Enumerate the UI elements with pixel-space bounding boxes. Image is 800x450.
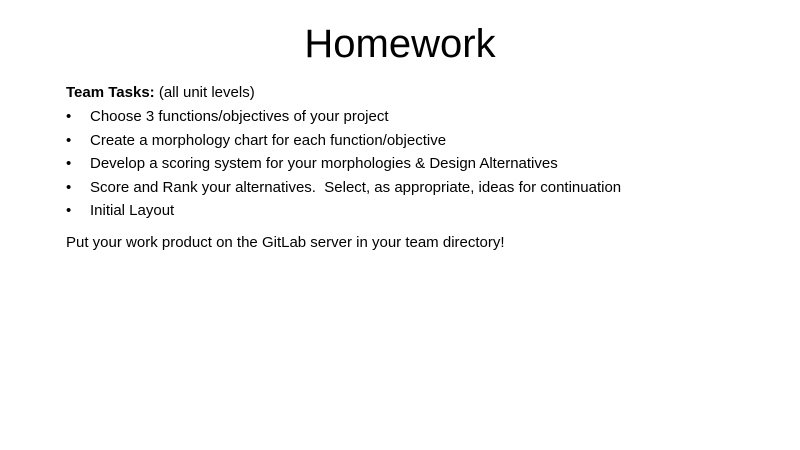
task-text: Score and Rank your alternatives. Select, as appropriate, ideas for continuation xyxy=(90,178,622,196)
list-item xyxy=(66,155,766,173)
task-text: Initial Layout xyxy=(90,202,175,219)
list-item xyxy=(66,179,766,197)
bullet-icon: • xyxy=(66,202,72,219)
bullet-icon: • xyxy=(66,108,72,125)
footer-note: Put your work product on the GitLab server in your team directory! xyxy=(66,234,505,251)
team-tasks-label: Team Tasks: xyxy=(66,84,155,101)
bullet-icon: • xyxy=(66,178,72,196)
team-tasks-intro xyxy=(66,84,766,102)
list-item xyxy=(66,132,766,150)
slide-title: Homework xyxy=(304,22,496,66)
bullet-icon: • xyxy=(66,155,72,172)
task-text: Create a morphology chart for each function/objective xyxy=(90,131,447,149)
task-text: Develop a scoring system for your morphologies & Design Alternatives xyxy=(90,155,558,172)
list-item xyxy=(66,108,766,126)
list-item xyxy=(66,202,766,220)
team-tasks-qualifier: (all unit levels) xyxy=(154,84,255,101)
task-list xyxy=(66,108,766,220)
bullet-icon: • xyxy=(66,131,72,149)
slide-body xyxy=(66,84,766,252)
task-text: Choose 3 functions/objectives of your project xyxy=(90,108,389,125)
